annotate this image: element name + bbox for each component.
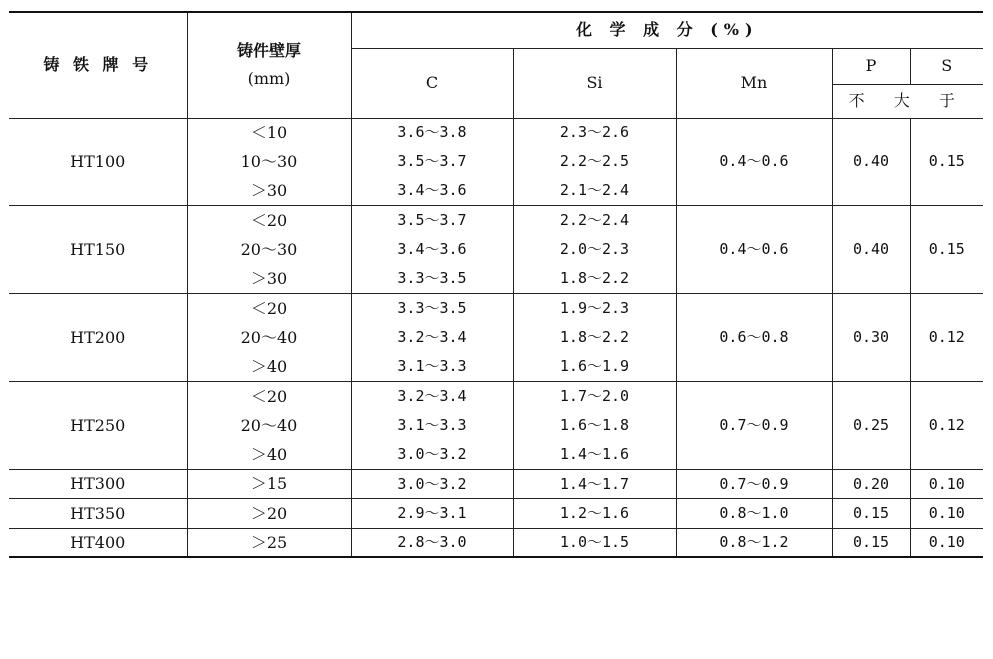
c-cell: 3.5～3.7 (351, 147, 513, 176)
c-cell: 3.3～3.5 (351, 264, 513, 293)
si-cell: 1.4～1.7 (513, 470, 676, 499)
header-si: Si (513, 48, 676, 118)
s-cell: 0.15 (910, 206, 983, 294)
si-cell: 1.9～2.3 (513, 294, 676, 323)
thickness-cell: ＞40 (187, 440, 351, 469)
table-row (9, 118, 983, 147)
p-cell: 0.15 (832, 499, 910, 528)
si-cell: 1.6～1.8 (513, 411, 676, 440)
table-row (9, 382, 983, 411)
si-cell: 1.6～1.9 (513, 352, 676, 381)
thickness-cell: ＞30 (187, 264, 351, 293)
s-cell: 0.10 (910, 528, 983, 557)
grade-cell: HT250 (9, 382, 187, 470)
mn-cell: 0.8～1.2 (676, 528, 832, 557)
thickness-cell: ＜20 (187, 206, 351, 235)
header-grade: 铸 铁 牌 号 (9, 12, 187, 118)
thickness-cell: ＞25 (187, 528, 351, 557)
header-thickness-unit: (mm) (247, 69, 291, 89)
c-cell: 3.4～3.6 (351, 177, 513, 206)
thickness-cell: ＜10 (187, 118, 351, 147)
si-cell: 2.0～2.3 (513, 235, 676, 264)
s-cell: 0.10 (910, 470, 983, 499)
grade-cell: HT300 (9, 470, 187, 499)
thickness-cell: 10～30 (187, 147, 351, 176)
composition-table (9, 11, 983, 558)
c-cell: 3.1～3.3 (351, 411, 513, 440)
header-composition: 化 学 成 分 (%) (351, 12, 983, 48)
si-cell: 2.2～2.4 (513, 206, 676, 235)
grade-cell: HT100 (9, 118, 187, 206)
si-cell: 1.2～1.6 (513, 499, 676, 528)
header-c: C (351, 48, 513, 118)
header-p: P (832, 48, 910, 84)
p-cell: 0.30 (832, 294, 910, 382)
s-cell: 0.12 (910, 382, 983, 470)
si-cell: 1.0～1.5 (513, 528, 676, 557)
si-cell: 2.1～2.4 (513, 177, 676, 206)
header-s: S (910, 48, 983, 84)
table-row (9, 206, 983, 235)
header-thickness (187, 12, 351, 118)
p-cell: 0.40 (832, 206, 910, 294)
si-cell: 1.4～1.6 (513, 440, 676, 469)
c-cell: 3.2～3.4 (351, 323, 513, 352)
si-cell: 2.2～2.5 (513, 147, 676, 176)
thickness-cell: ＜20 (187, 294, 351, 323)
p-cell: 0.20 (832, 470, 910, 499)
thickness-cell: ＞15 (187, 470, 351, 499)
p-cell: 0.25 (832, 382, 910, 470)
mn-cell: 0.8～1.0 (676, 499, 832, 528)
header-not-more-than: 不 大 于 (832, 84, 983, 118)
table-row (9, 470, 983, 499)
s-cell: 0.10 (910, 499, 983, 528)
thickness-cell: ＞20 (187, 499, 351, 528)
c-cell: 3.6～3.8 (351, 118, 513, 147)
grade-cell: HT150 (9, 206, 187, 294)
si-cell: 2.3～2.6 (513, 118, 676, 147)
c-cell: 3.0～3.2 (351, 440, 513, 469)
c-cell: 3.0～3.2 (351, 470, 513, 499)
table-row (9, 528, 983, 557)
c-cell: 2.8～3.0 (351, 528, 513, 557)
thickness-cell: ＜20 (187, 382, 351, 411)
s-cell: 0.15 (910, 118, 983, 206)
grade-cell: HT200 (9, 294, 187, 382)
thickness-cell: 20～40 (187, 323, 351, 352)
mn-cell: 0.4～0.6 (676, 118, 832, 206)
table-row (9, 294, 983, 323)
c-cell: 3.4～3.6 (351, 235, 513, 264)
si-cell: 1.8～2.2 (513, 323, 676, 352)
thickness-cell: 20～30 (187, 235, 351, 264)
p-cell: 0.15 (832, 528, 910, 557)
c-cell: 3.3～3.5 (351, 294, 513, 323)
grade-cell: HT400 (9, 528, 187, 557)
c-cell: 2.9～3.1 (351, 499, 513, 528)
c-cell: 3.5～3.7 (351, 206, 513, 235)
c-cell: 3.1～3.3 (351, 352, 513, 381)
thickness-cell: ＞30 (187, 177, 351, 206)
si-cell: 1.7～2.0 (513, 382, 676, 411)
grade-cell: HT350 (9, 499, 187, 528)
mn-cell: 0.7～0.9 (676, 470, 832, 499)
p-cell: 0.40 (832, 118, 910, 206)
mn-cell: 0.6～0.8 (676, 294, 832, 382)
s-cell: 0.12 (910, 294, 983, 382)
c-cell: 3.2～3.4 (351, 382, 513, 411)
thickness-cell: 20～40 (187, 411, 351, 440)
header-mn: Mn (676, 48, 832, 118)
si-cell: 1.8～2.2 (513, 264, 676, 293)
mn-cell: 0.4～0.6 (676, 206, 832, 294)
header-thickness-label: 铸件壁厚 (236, 41, 301, 61)
table-row (9, 499, 983, 528)
mn-cell: 0.7～0.9 (676, 382, 832, 470)
thickness-cell: ＞40 (187, 352, 351, 381)
